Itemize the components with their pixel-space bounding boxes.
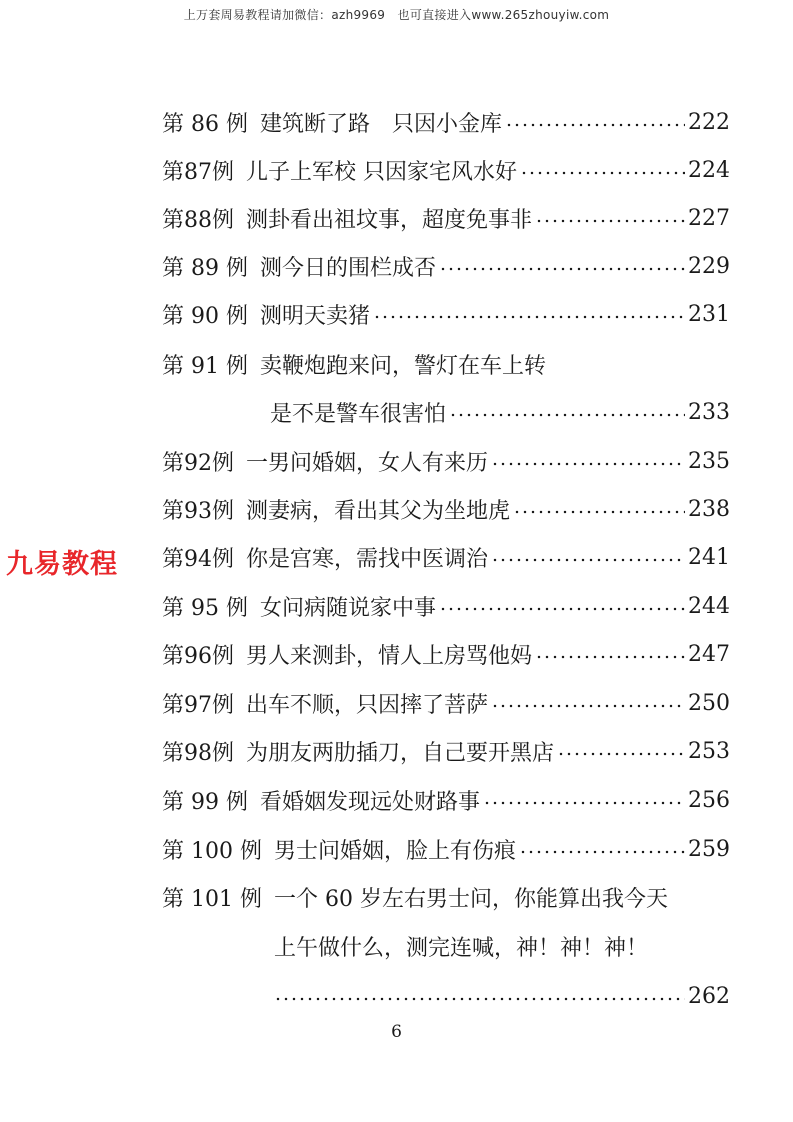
entry-page: 259: [688, 836, 730, 862]
entry-page: 238: [688, 496, 730, 522]
toc-row-92: [162, 441, 730, 481]
entry-number: 第98例: [162, 740, 234, 766]
entry-page: 262: [688, 983, 730, 1009]
leader-dots: [520, 171, 685, 175]
leader-dots: [449, 413, 685, 417]
entry-page: 229: [688, 253, 730, 279]
toc-row-88: [162, 198, 730, 238]
entry-page: 250: [688, 690, 730, 716]
entry-number: 第92例: [162, 450, 234, 476]
entry-page: 233: [688, 399, 730, 425]
toc-row-86: [162, 102, 730, 142]
toc-row-90: [162, 294, 730, 334]
entry-number: 第 89 例: [162, 255, 248, 281]
toc-row-99: [162, 780, 730, 820]
page-header: 上万套周易教程请加微信：azh9969 也可直接进入www.265zhouyiw.com: [183, 8, 610, 22]
toc-row-97: [162, 683, 730, 723]
toc-row-93: [162, 489, 730, 529]
entry-title: 男人来测卦，情人上房骂他妈: [246, 643, 533, 669]
entry-title: 儿子上军校 只因家宅风水好: [246, 159, 517, 185]
leader-dots: [535, 219, 685, 223]
toc-row-101-cont: [162, 926, 730, 966]
leader-dots: [505, 123, 685, 127]
leader-dots: [483, 801, 685, 805]
entry-page: 241: [688, 544, 730, 570]
toc-row-101-page: [162, 976, 730, 1016]
entry-page: 244: [688, 593, 730, 619]
leader-dots: [274, 997, 685, 1001]
leader-dots: [373, 315, 685, 319]
leader-dots: [491, 704, 685, 708]
page-number: 6: [391, 1022, 402, 1042]
entry-page: 222: [688, 109, 730, 135]
entry-title: 女问病随说家中事: [259, 595, 436, 621]
leader-dots: [519, 850, 685, 854]
leader-dots: [557, 752, 685, 756]
toc-row-98: [162, 731, 730, 771]
entry-number: 第 86 例: [162, 111, 248, 137]
entry-number: 第 101 例: [162, 886, 262, 912]
toc-row-94: [162, 537, 730, 577]
leader-dots: [535, 655, 685, 659]
entry-title-continued: 是不是警车很害怕: [270, 401, 447, 427]
entry-page: 256: [688, 787, 730, 813]
entry-title: 建筑断了路 只因小金库: [259, 111, 502, 137]
entry-number: 第97例: [162, 692, 234, 718]
entry-title: 男士问婚姻，脸上有伤痕: [273, 838, 516, 864]
toc-row-100: [162, 829, 730, 869]
toc-row-89: [162, 246, 730, 286]
entry-page: 224: [688, 157, 730, 183]
leader-dots: [439, 267, 685, 271]
entry-title: 你是宫寒，需找中医调治: [246, 546, 489, 572]
entry-number: 第96例: [162, 643, 234, 669]
entry-title: 测明天卖猪: [259, 303, 370, 329]
entry-title: 看婚姻发现远处财路事: [259, 789, 480, 815]
toc-row-101: [162, 877, 730, 917]
leader-dots: [491, 558, 685, 562]
leader-dots: [439, 607, 685, 611]
toc-row-91-cont: [162, 392, 730, 432]
toc-row-96: [162, 634, 730, 674]
entry-number: 第88例: [162, 207, 234, 233]
toc-row-91: [162, 344, 730, 384]
entry-title: 出车不顺，只因摔了菩萨: [246, 692, 489, 718]
leader-dots: [491, 462, 685, 466]
watermark: 九易教程: [6, 549, 118, 580]
entry-page: 247: [688, 641, 730, 667]
entry-number: 第93例: [162, 498, 234, 524]
entry-title: 测今日的围栏成否: [259, 255, 436, 281]
entry-number: 第 95 例: [162, 595, 248, 621]
entry-number: 第 91 例: [162, 353, 248, 379]
entry-title: 测卦看出祖坟事，超度免事非: [246, 207, 533, 233]
toc-row-95: [162, 586, 730, 626]
entry-title: 为朋友两肋插刀，自己要开黑店: [246, 740, 555, 766]
entry-number: 第 90 例: [162, 303, 248, 329]
entry-page: 253: [688, 738, 730, 764]
entry-page: 227: [688, 205, 730, 231]
entry-page: 235: [688, 448, 730, 474]
entry-number: 第 99 例: [162, 789, 248, 815]
entry-title-continued: 上午做什么，测完连喊，神！神！神！: [274, 935, 649, 961]
toc-row-87: [162, 150, 730, 190]
entry-number: 第94例: [162, 546, 234, 572]
leader-dots: [513, 510, 685, 514]
entry-title: 测妻病，看出其父为坐地虎: [246, 498, 511, 524]
entry-title: 一男问婚姻，女人有来历: [246, 450, 489, 476]
entry-title: 一个 60 岁左右男士问，你能算出我今天: [273, 886, 668, 912]
entry-number: 第 100 例: [162, 838, 262, 864]
entry-page: 231: [688, 301, 730, 327]
entry-title: 卖鞭炮跑来问，警灯在车上转: [259, 353, 546, 379]
entry-number: 第87例: [162, 159, 234, 185]
